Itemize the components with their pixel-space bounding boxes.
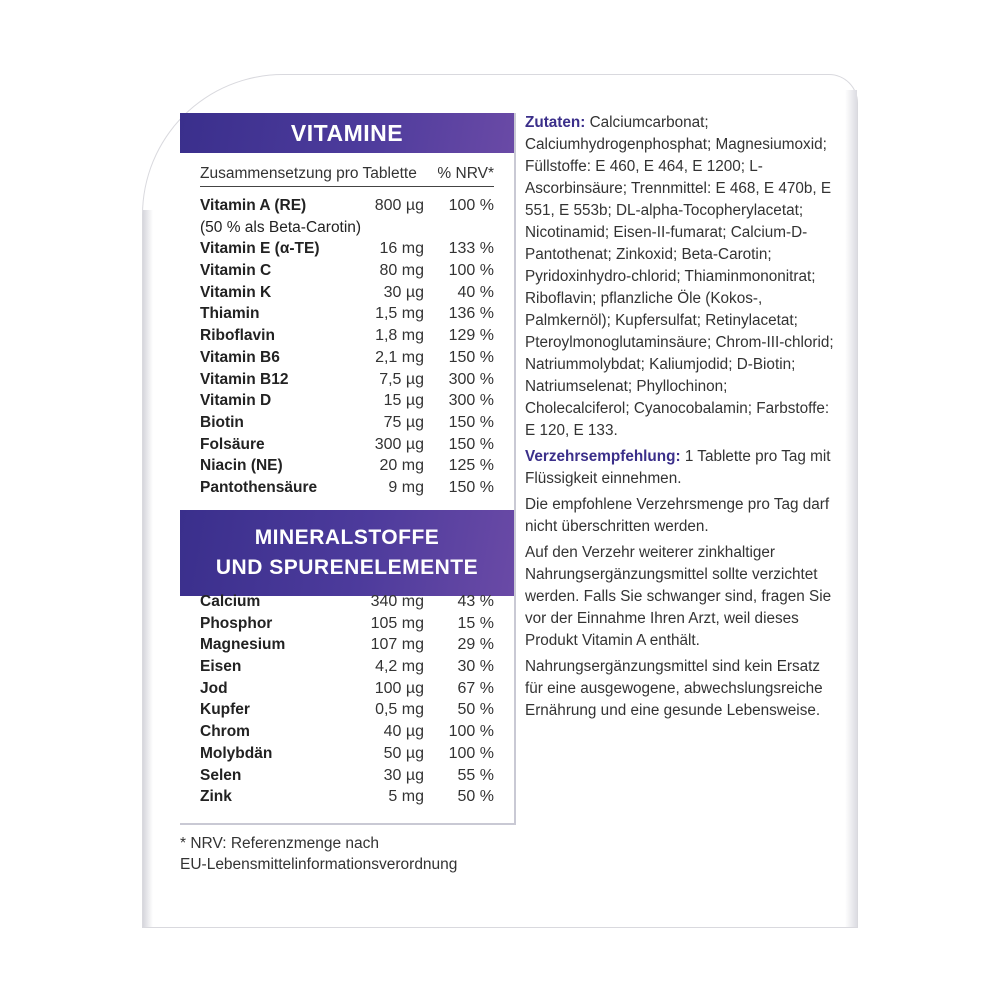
- table-row: [200, 721, 494, 743]
- nutrient-nrv: 50 %: [457, 788, 494, 806]
- nutrient-amount: 105 mg: [370, 614, 424, 632]
- nutrient-name: Folsäure: [200, 435, 265, 453]
- nutrient-name: Riboflavin: [200, 327, 275, 345]
- nutrient-name: Zink: [200, 788, 232, 806]
- nutrient-amount: 75 µg: [383, 413, 424, 431]
- ingredients-text: Calciumcarbonat; Calciumhydrogenphosphat; Magnesiumoxid; Füllstoffe: E 460, E 464, E 1200; L-Ascorbinsäure; Trennmittel: E 468, E 470b, E 551, E 553b; DL-alpha-Tocopherylacetat; Nicotinamid; Eisen-II-fumarat; Calcium-D-Pantothenat; Zinkoxid; Beta-Carotin; Pyridoxinhydro-chlorid; Thiaminmononitrat; Riboflavin; pflanzliche Öle (Kokos-, Palmkernöl); Kupfersulfat; Retinylacetat; Pteroylmonoglutaminsäure; Chrom-III-chlorid; Natriummolybdat; Kaliumjodid; D-Biotin; Natriumselenat; Phyllochinon; Cholecalciferol; Cyanocobalamin; Farbstoffe: E 120, E 133.: [525, 114, 834, 439]
- vitamins-heading: VITAMINE: [180, 113, 514, 153]
- nutrient-nrv: 50 %: [457, 701, 494, 719]
- column-label-composition: Zusammensetzung pro Tablette: [200, 165, 417, 182]
- nutrient-amount: 9 mg: [388, 478, 424, 496]
- nutrient-name: Magnesium: [200, 636, 286, 654]
- nutrient-nrv: 150 %: [448, 478, 494, 496]
- table-row: [200, 325, 494, 347]
- nutrient-note: (50 % als Beta-Carotin): [200, 218, 362, 236]
- nutrient-nrv: 30 %: [457, 658, 494, 676]
- nutrient-nrv: 150 %: [448, 348, 494, 366]
- ingredients-column: [525, 112, 835, 726]
- nutrient-name: Niacin (NE): [200, 457, 283, 475]
- table-row: [200, 455, 494, 477]
- minerals-heading: [180, 510, 514, 596]
- table-row: [200, 390, 494, 412]
- nutrient-nrv: 129 %: [448, 327, 494, 345]
- nutrient-nrv: 150 %: [448, 435, 494, 453]
- nutrient-amount: 15 µg: [383, 392, 424, 410]
- recommendation-paragraph: [525, 446, 835, 490]
- nutrient-name: Selen: [200, 766, 242, 784]
- nutrient-name: Vitamin A (RE): [200, 197, 307, 214]
- table-row: [200, 786, 494, 808]
- table-row: [200, 699, 494, 721]
- nutrient-amount: 100 µg: [374, 679, 424, 697]
- column-label-nrv: % NRV*: [437, 165, 494, 182]
- nutrient-amount: 1,8 mg: [375, 327, 424, 345]
- nutrient-name: Vitamin K: [200, 283, 272, 301]
- nutrient-nrv: 125 %: [448, 457, 494, 475]
- nutrient-nrv: 300 %: [448, 392, 494, 410]
- nutrient-name: Phosphor: [200, 614, 273, 632]
- nutrient-amount: 1,5 mg: [375, 305, 424, 323]
- table-row: [200, 591, 494, 613]
- table-row-note: [200, 217, 494, 239]
- nutrient-nrv: 300 %: [448, 370, 494, 388]
- nutrient-amount: 800 µg: [374, 197, 424, 214]
- nutrient-amount: 300 µg: [374, 435, 424, 453]
- nutrient-nrv: 100 %: [448, 723, 494, 741]
- footnote-line1: * NRV: Referenzmenge nach: [180, 835, 380, 852]
- nutrient-name: Eisen: [200, 658, 242, 676]
- nutrient-amount: 30 µg: [383, 766, 424, 784]
- nutrient-amount: 4,2 mg: [375, 658, 424, 676]
- nutrient-amount: 50 µg: [383, 744, 424, 762]
- ingredients-label: Zutaten:: [525, 114, 586, 131]
- ingredients-paragraph: [525, 112, 835, 442]
- nutrient-name: Vitamin D: [200, 392, 272, 410]
- nutrient-name: Thiamin: [200, 305, 260, 323]
- nutrition-table: [180, 113, 516, 825]
- nutrient-nrv: 100 %: [448, 197, 494, 214]
- table-row: [200, 656, 494, 678]
- nutrient-name: Molybdän: [200, 744, 273, 762]
- nutrient-amount: 2,1 mg: [375, 348, 424, 366]
- nutrient-amount: 0,5 mg: [375, 701, 424, 719]
- mineral-rows: [200, 591, 494, 808]
- vitamin-rows: [200, 195, 494, 499]
- table-row: [200, 260, 494, 282]
- nutrient-name: Kupfer: [200, 701, 250, 719]
- column-header: [200, 165, 494, 187]
- nutrient-amount: 40 µg: [383, 723, 424, 741]
- nutrient-nrv: 43 %: [457, 593, 494, 610]
- nutrient-nrv: 40 %: [457, 283, 494, 301]
- nutrient-nrv: 67 %: [457, 679, 494, 697]
- table-row: [200, 634, 494, 656]
- table-row: [200, 477, 494, 499]
- minerals-heading-line1: MINERALSTOFFE: [254, 526, 440, 549]
- nutrient-nrv: 100 %: [448, 262, 494, 280]
- nutrient-amount: 340 mg: [370, 593, 424, 610]
- nutrient-amount: 20 mg: [379, 457, 424, 475]
- nutrient-name: Calcium: [200, 593, 261, 610]
- table-row: [200, 613, 494, 635]
- nutrient-nrv: 29 %: [457, 636, 494, 654]
- table-row: [200, 195, 494, 217]
- table-row: [200, 434, 494, 456]
- nrv-footnote: [180, 833, 457, 875]
- nutrient-name: Vitamin E (α-TE): [200, 240, 320, 258]
- nutrient-nrv: 55 %: [457, 766, 494, 784]
- nutrient-amount: 80 mg: [379, 262, 424, 280]
- nutrient-name: Jod: [200, 679, 228, 697]
- nutrient-name: Vitamin B6: [200, 348, 280, 366]
- nutrient-amount: 16 mg: [379, 240, 424, 258]
- note-paragraph: Nahrungsergänzungsmittel sind kein Ersatz für eine ausgewogene, abwechslungsreiche Ernährung und eine gesunde Lebensweise.: [525, 658, 823, 719]
- nutrient-nrv: 100 %: [448, 744, 494, 762]
- nutrient-name: Vitamin B12: [200, 370, 289, 388]
- nutrient-name: Pantothensäure: [200, 478, 318, 496]
- table-row: [200, 743, 494, 765]
- recommendation-label: Verzehrsempfehlung:: [525, 448, 681, 465]
- minerals-heading-line2: UND SPURENELEMENTE: [215, 556, 479, 579]
- table-row: [200, 303, 494, 325]
- table-row: [200, 282, 494, 304]
- table-row: [200, 765, 494, 787]
- nutrient-nrv: 136 %: [448, 305, 494, 323]
- nutrient-name: Chrom: [200, 723, 250, 741]
- footnote-line2: EU-Lebensmittelinformationsverordnung: [180, 856, 458, 873]
- nutrient-name: Vitamin C: [200, 262, 272, 280]
- nutrient-amount: 107 mg: [370, 636, 424, 654]
- note-paragraph: Die empfohlene Verzehrsmenge pro Tag darf nicht überschritten werden.: [525, 496, 830, 535]
- nutrient-nrv: 133 %: [448, 240, 494, 258]
- nutrient-amount: 7,5 µg: [379, 370, 424, 388]
- nutrient-amount: 5 mg: [388, 788, 424, 806]
- nutrient-nrv: 15 %: [457, 614, 494, 632]
- table-row: [200, 412, 494, 434]
- nutrient-amount: 30 µg: [383, 283, 424, 301]
- nutrient-name: Biotin: [200, 413, 244, 431]
- panel-edge-left: [143, 210, 153, 927]
- table-row: [200, 347, 494, 369]
- table-row: [200, 678, 494, 700]
- recommendation-text: 1 Tablette pro Tag mit Flüssigkeit einnehmen.: [525, 448, 831, 487]
- note-paragraph: Auf den Verzehr weiterer zinkhaltiger Nahrungsergänzungsmittel sollte verzichtet werden. Falls Sie schwanger sind, fragen Sie vor der Einnahme Ihren Arzt, weil dieses Produkt Vitamin A enthält.: [525, 544, 832, 649]
- table-row: [200, 238, 494, 260]
- panel-edge-right: [845, 90, 857, 927]
- nutrient-nrv: 150 %: [448, 413, 494, 431]
- table-row: [200, 369, 494, 391]
